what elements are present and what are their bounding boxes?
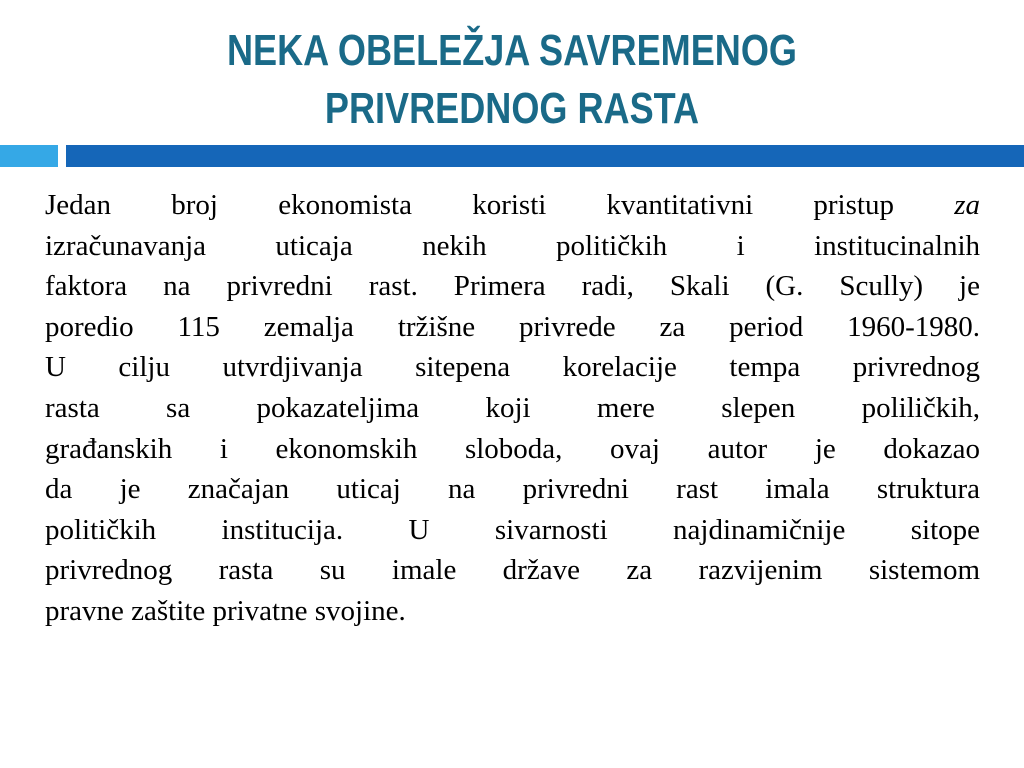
body-line <box>45 185 980 226</box>
title-divider-accent <box>0 145 58 167</box>
body-line: faktora na privredni rast. Primera radi, Skali (G. Scully) je <box>45 270 980 303</box>
body-line: pravne zaštite privatne svojine. <box>45 594 406 627</box>
body-line: U cilju utvrdjivanja sitepena korelacije tempa privrednog <box>45 351 980 384</box>
slide-title <box>141 22 882 138</box>
body-line: rasta sa pokazateljima koji mere slepen poliličkih, <box>45 391 980 424</box>
body-line: privrednog rasta su imale države za razvijenim sistemom <box>45 554 980 587</box>
body-line: poredio 115 zemalja tržišne privrede za period 1960-1980. <box>45 310 980 343</box>
body-line: izračunavanja uticaja nekih političkih i institucinalnih <box>45 229 980 262</box>
body-line-text: Jedan broj ekonomista koristi kvantitativni pristup <box>45 189 955 221</box>
title-divider-bar <box>66 145 1024 167</box>
slide-title-line-1: NEKA OBELEŽJA SAVREMENOG <box>226 26 797 75</box>
body-line: građanskih i ekonomskih sloboda, ovaj autor je dokazao <box>45 432 980 465</box>
body-line: političkih institucija. U sivarnosti najdinamičnije sitope <box>45 513 980 546</box>
body-line: da je značajan uticaj na privredni rast imala struktura <box>45 473 980 506</box>
slide-body-text <box>45 185 980 632</box>
slide-title-line-2: PRIVREDNOG RASTA <box>324 84 700 133</box>
body-line-italic-text: za <box>954 189 980 221</box>
